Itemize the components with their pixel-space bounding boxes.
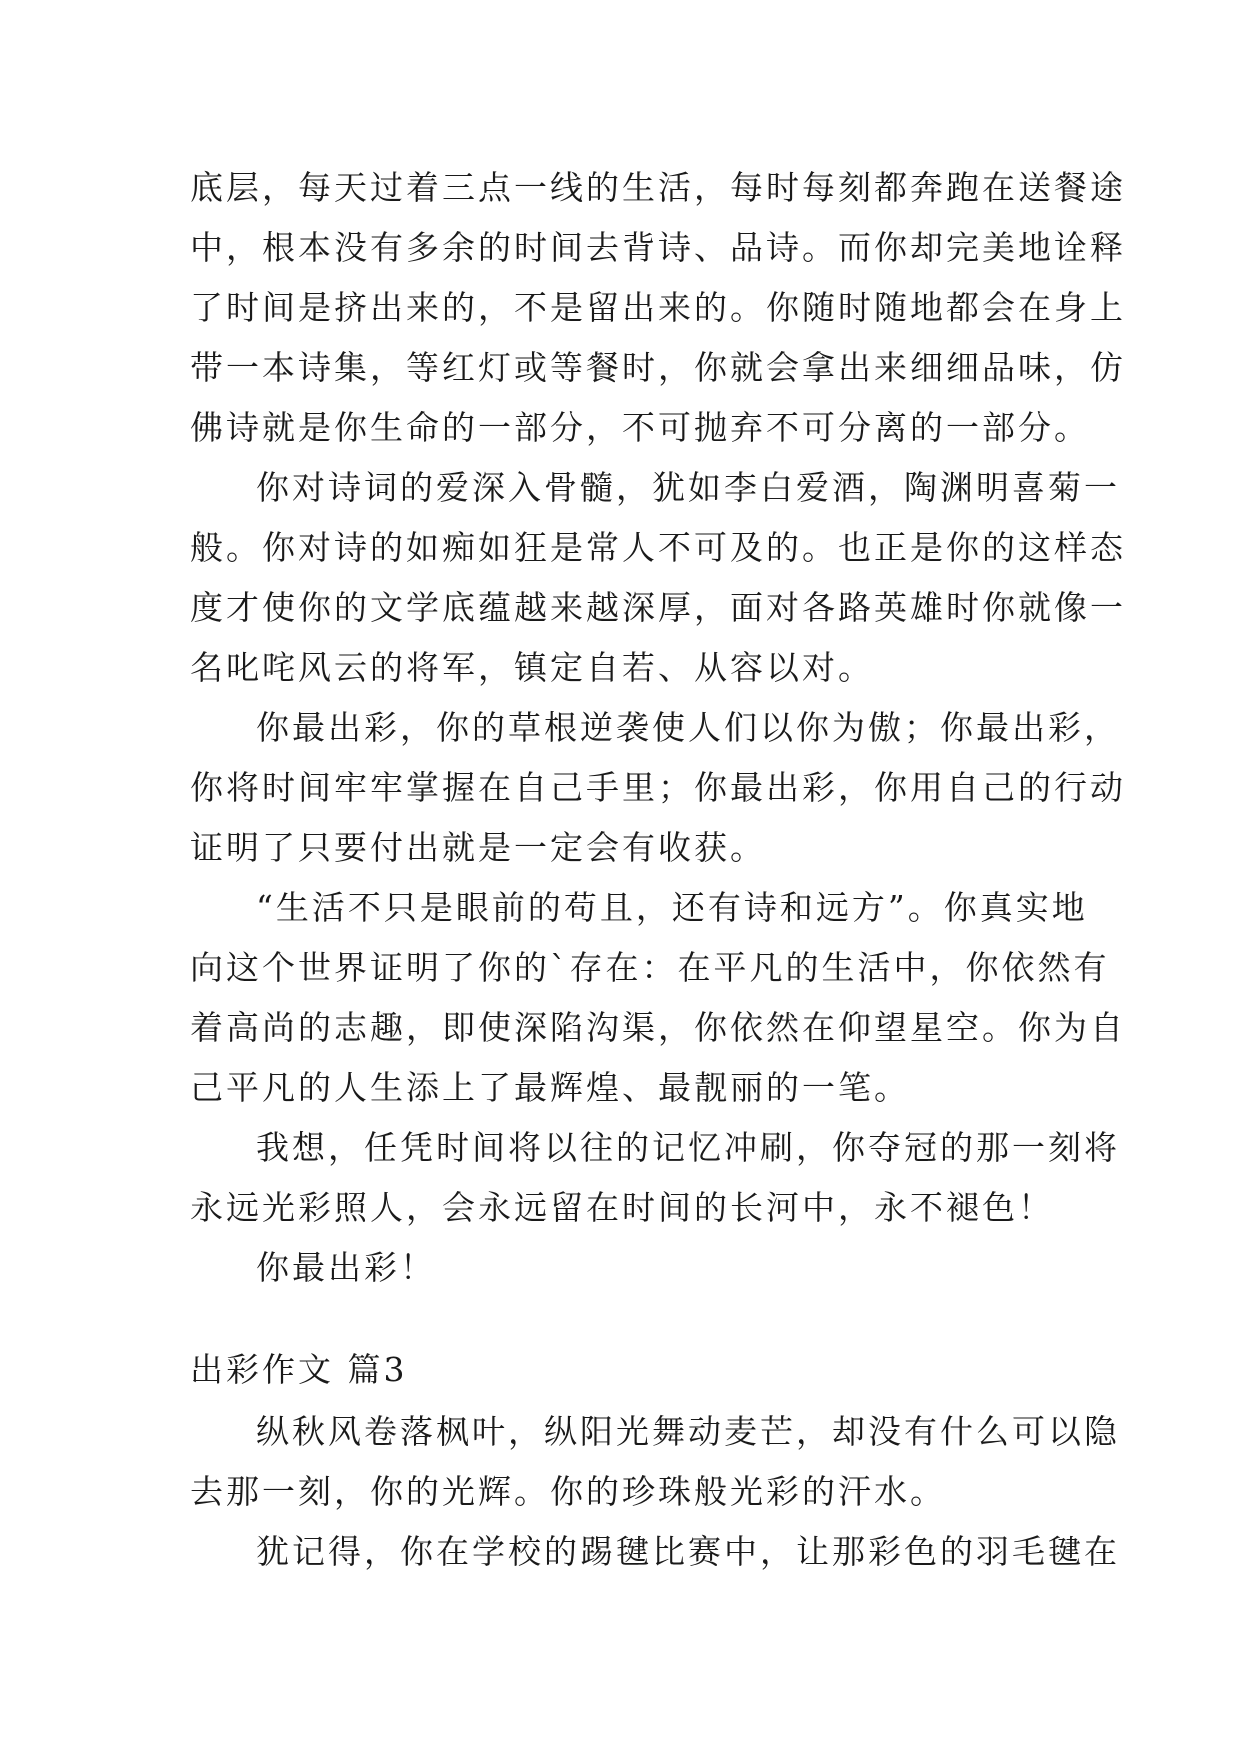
section-paragraph-2 [190, 1522, 1120, 1582]
text-line: 永远光彩照人，会永远留在时间的长河中，永不褪色！ [190, 1188, 1054, 1227]
paragraph-2 [190, 458, 1126, 698]
document-body [190, 158, 1126, 1582]
text-line: 中，根本没有多余的时间去背诗、品诗。而你却完美地诠释 [190, 228, 1126, 267]
paragraph-5 [190, 1118, 1120, 1238]
text-line: 带一本诗集，等红灯或等餐时，你就会拿出来细细品味，仿 [190, 348, 1126, 387]
text-line: 度才使你的文学底蕴越来越深厚，面对各路英雄时你就像一 [190, 588, 1126, 627]
text-line: 着高尚的志趣，即使深陷沟渠，你依然在仰望星空。你为自 [190, 1008, 1126, 1047]
text-line: 般。你对诗的如痴如狂是常人不可及的。也正是你的这样态 [190, 528, 1126, 567]
text-line: 你最出彩，你的草根逆袭使人们以你为傲；你最出彩， [256, 708, 1120, 747]
text-line: 你最出彩！ [256, 1248, 436, 1287]
section-paragraph-1 [190, 1402, 1120, 1522]
text-line: 佛诗就是你生命的一部分，不可抛弃不可分离的一部分。 [190, 408, 1090, 447]
text-line: 你将时间牢牢掌握在自己手里；你最出彩，你用自己的行动 [190, 768, 1126, 807]
text-line: 名叱咤风云的将军，镇定自若、从容以对。 [190, 648, 874, 687]
text-line: 去那一刻，你的光辉。你的珍珠般光彩的汗水。 [190, 1472, 946, 1511]
text-line: “生活不只是眼前的苟且，还有诗和远方”。你真实地 [256, 888, 1088, 927]
text-line: 犹记得，你在学校的踢毽比赛中，让那彩色的羽毛毽在 [256, 1532, 1120, 1571]
paragraph-4 [190, 878, 1126, 1118]
paragraph-6 [190, 1238, 1070, 1298]
section-spacer [190, 1298, 1070, 1340]
text-line: 你对诗词的爱深入骨髓，犹如李白爱酒，陶渊明喜菊一 [256, 468, 1120, 507]
text-line: 我想，任凭时间将以往的记忆冲刷，你夺冠的那一刻将 [256, 1128, 1120, 1167]
paragraph-1 [190, 158, 1126, 458]
text-line: 证明了只要付出就是一定会有收获。 [190, 828, 766, 867]
text-line: 向这个世界证明了你的`存在：在平凡的生活中，你依然有 [190, 948, 1110, 987]
text-line: 己平凡的人生添上了最辉煌、最靓丽的一笔。 [190, 1068, 910, 1107]
text-line: 纵秋风卷落枫叶，纵阳光舞动麦芒，却没有什么可以隐 [256, 1412, 1120, 1451]
text-line: 了时间是挤出来的，不是留出来的。你随时随地都会在身上 [190, 288, 1126, 327]
text-line: 底层，每天过着三点一线的生活，每时每刻都奔跑在送餐途 [190, 168, 1126, 207]
section-heading: 出彩作文 篇3 [190, 1350, 408, 1389]
paragraph-3 [190, 698, 1126, 878]
